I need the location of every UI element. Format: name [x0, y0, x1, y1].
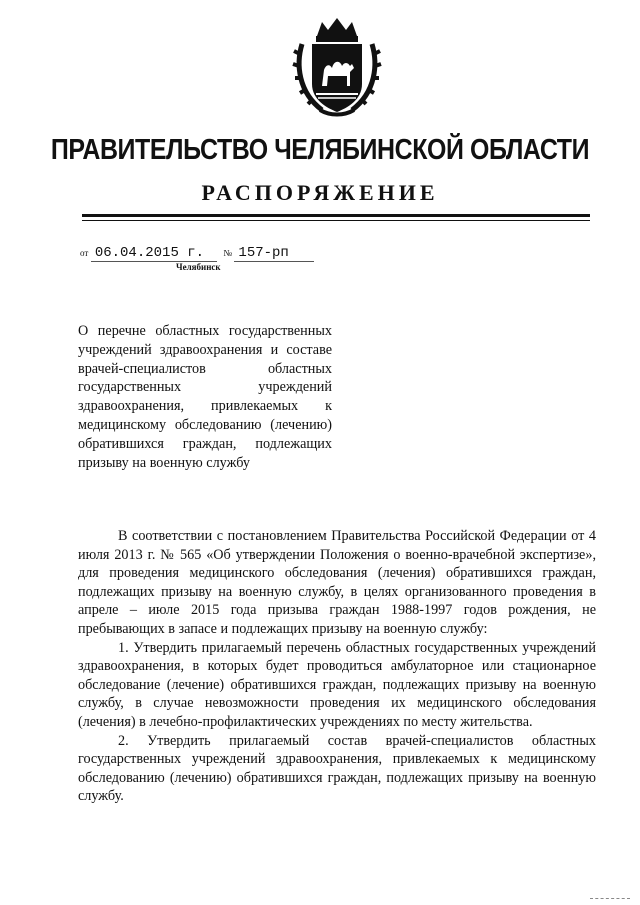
body-item-2: 2. Утвердить прилагаемый состав врачей-специалистов областных государственных учреждений здравоохранения, привлекаемых к медицинскому обследованию (лечению) обратившихся граждан, подлежащих призыву на военную службу.: [78, 732, 596, 805]
header-rule-thin: [82, 220, 590, 221]
document-city: Челябинск: [176, 262, 221, 272]
document-body: [78, 527, 596, 806]
document-number: 157-рп: [234, 245, 314, 262]
document-date: 06.04.2015 г.: [91, 245, 217, 262]
number-prefix: №: [223, 248, 232, 258]
organization-title: ПРАВИТЕЛЬСТВО ЧЕЛЯБИНСКОЙ ОБЛАСТИ: [50, 134, 590, 166]
coat-of-arms-icon: [292, 14, 382, 118]
document-type-title: РАСПОРЯЖЕНИЕ: [201, 180, 439, 205]
date-prefix: от: [80, 248, 89, 258]
document-subject: О перечне областных государственных учреждений здравоохранения и составе врачей-специалистов областных государственных учреждений здравоохранения, привлекаемых к медицинскому обследованию (лечению) обратившихся граждан, подлежащих призыву на военную службу: [78, 323, 332, 471]
header-rule-thick: [82, 214, 590, 217]
document-meta-line: [80, 245, 314, 262]
body-item-1: 1. Утвердить прилагаемый перечень областных государственных учреждений здравоохранения, в которых будет проводиться амбулаторное или стационарное обследование (лечение) обратившихся граждан, подлежащих призыву на военную службу, в случае невозможности проведения их медицинского обследования (лечения) в лечебно-профилактических учреждениях по месту жительства.: [78, 639, 596, 730]
body-preamble: В соответствии с постановлением Правительства Российской Федерации от 4 июля 2013 г. № 565 «Об утверждении Положения о военно-врачебной экспертизе», для проведения медицинского обследования (лечения) обратившихся граждан, подлежащих призыву на военную службу, в целях организованного проведения в апреле – июле 2015 года призыва граждан 1988-1997 годов рождения, не пребывающих в запасе и подлежащих призыву на военную службу:: [78, 528, 596, 637]
scan-edge-mark: [590, 898, 630, 899]
